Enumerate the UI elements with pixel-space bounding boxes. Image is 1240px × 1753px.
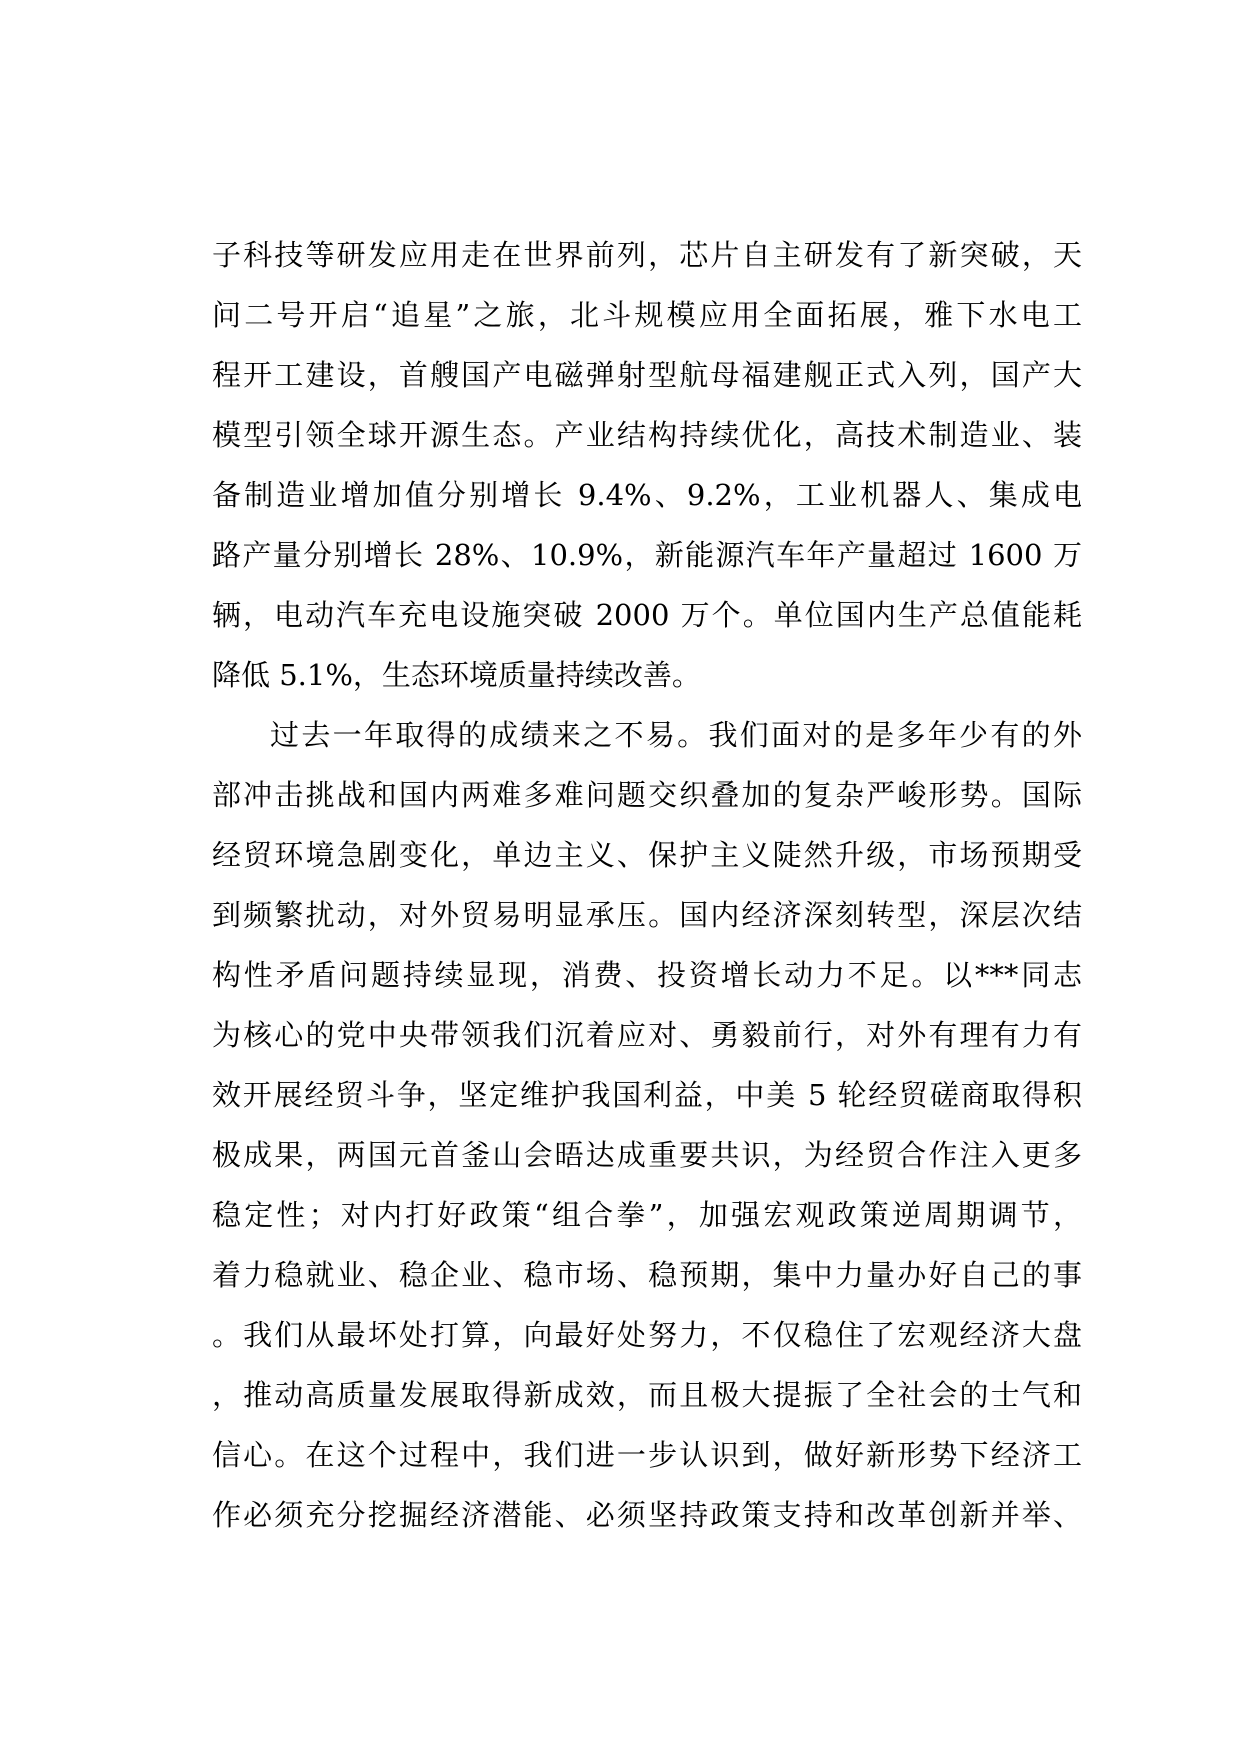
text-line: ，推动高质量发展取得新成效，而且极大提振了全社会的士气和: [212, 1378, 1082, 1412]
text-line: 备制造业增加值分别增长 9.4%、9.2%，工业机器人、集成电: [212, 478, 1082, 512]
text-line: 作必须充分挖掘经济潜能、必须坚持政策支持和改革创新并举、: [212, 1498, 1082, 1532]
text-line: 到频繁扰动，对外贸易明显承压。国内经济深刻转型，深层次结: [212, 898, 1082, 932]
text-line: 程开工建设，首艘国产电磁弹射型航母福建舰正式入列，国产大: [212, 358, 1082, 392]
text-line: 经贸环境急剧变化，单边主义、保护主义陡然升级，市场预期受: [212, 838, 1082, 872]
text-line: 效开展经贸斗争，坚定维护我国利益，中美 5 轮经贸磋商取得积: [212, 1078, 1082, 1112]
text-line: 极成果，两国元首釜山会晤达成重要共识，为经贸合作注入更多: [212, 1138, 1082, 1172]
text-line: 模型引领全球开源生态。产业结构持续优化，高技术制造业、装: [212, 418, 1082, 452]
text-line: 信心。在这个过程中，我们进一步认识到，做好新形势下经济工: [212, 1438, 1082, 1472]
text-line: 问二号开启“追星”之旅，北斗规模应用全面拓展，雅下水电工: [212, 298, 1082, 332]
text-line: 部冲击挑战和国内两难多难问题交织叠加的复杂严峻形势。国际: [212, 778, 1082, 812]
body-text: [212, 225, 1082, 1545]
text-line: 着力稳就业、稳企业、稳市场、稳预期，集中力量办好自己的事: [212, 1258, 1082, 1292]
text-line: 为核心的党中央带领我们沉着应对、勇毅前行，对外有理有力有: [212, 1018, 1082, 1052]
text-line: 。我们从最坏处打算，向最好处努力，不仅稳住了宏观经济大盘: [212, 1318, 1082, 1352]
text-line: 构性矛盾问题持续显现，消费、投资增长动力不足。以***同志: [212, 958, 1082, 992]
text-line: 子科技等研发应用走在世界前列，芯片自主研发有了新突破，天: [212, 238, 1082, 272]
text-line: 稳定性；对内打好政策“组合拳”，加强宏观政策逆周期调节，: [212, 1198, 1082, 1232]
text-line: 路产量分别增长 28%、10.9%，新能源汽车年产量超过 1600 万: [212, 538, 1082, 572]
text-line: 降低 5.1%，生态环境质量持续改善。: [212, 658, 701, 692]
paragraph-first-line: 过去一年取得的成绩来之不易。我们面对的是多年少有的外: [270, 718, 1082, 752]
text-line: 辆，电动汽车充电设施突破 2000 万个。单位国内生产总值能耗: [212, 598, 1082, 632]
